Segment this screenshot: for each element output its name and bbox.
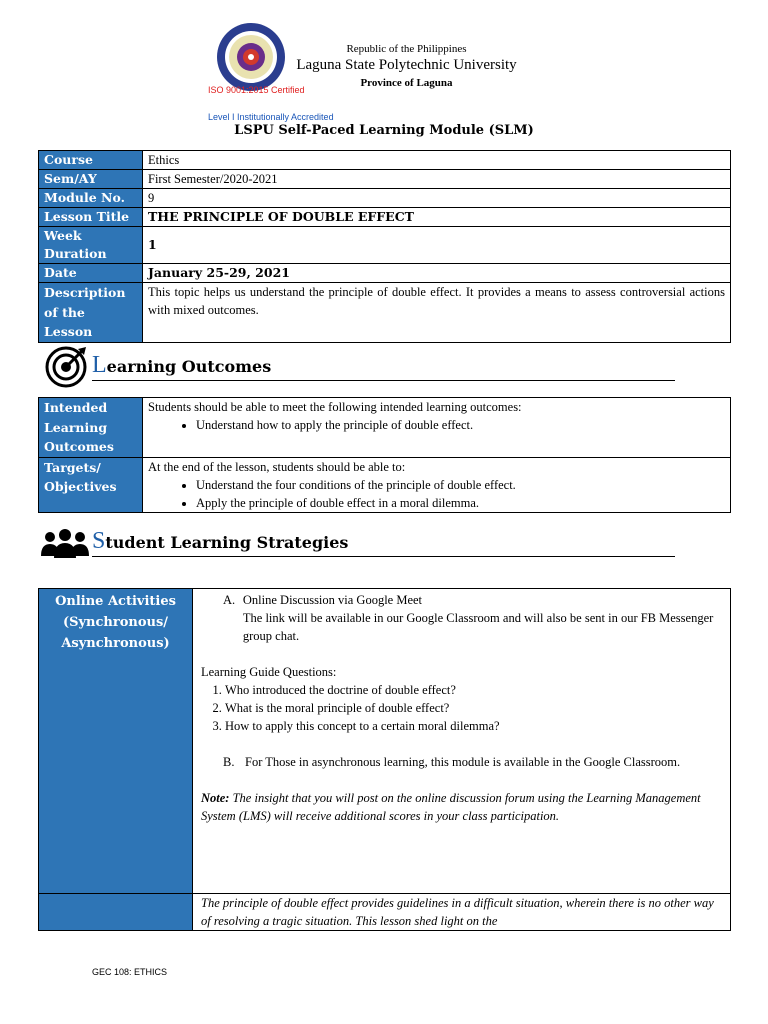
lesson-title-value: THE PRINCIPLE OF DOUBLE EFFECT <box>143 208 731 227</box>
iso-certification: ISO 9001:2015 Certified <box>208 85 305 95</box>
list-item: • Understand the four conditions of the principle of double effect. <box>196 476 725 494</box>
table-row <box>39 894 731 931</box>
week-duration-label: Week Duration <box>39 227 143 264</box>
note-text: The insight that you will post on the online discussion forum using the Learning Management System (LMS) will receive additional scores in your class participation. <box>201 791 701 823</box>
guide-title: Learning Guide Questions: <box>201 665 337 679</box>
intended-outcomes-cell <box>143 398 731 458</box>
strategies-heading: Student Learning Strategies <box>92 528 349 554</box>
date-value: January 25-29, 2021 <box>143 264 731 283</box>
description-label: Description of the Lesson <box>39 283 143 343</box>
learning-outcomes-rule <box>92 380 675 381</box>
course-value: Ethics <box>143 151 731 170</box>
intended-intro: Students should be able to meet the following intended learning outcomes: <box>148 400 522 414</box>
date-label: Date <box>39 264 143 283</box>
course-label: Course <box>39 151 143 170</box>
targets-list <box>148 476 725 512</box>
table-row <box>39 589 731 894</box>
learning-outcomes-table <box>38 397 731 513</box>
item-b-marker: B. <box>223 755 235 769</box>
list-item: • Apply the principle of double effect in a moral dilemma. <box>196 494 725 512</box>
week-duration-value: 1 <box>143 227 731 264</box>
province-text: Province of Laguna <box>360 77 453 89</box>
accreditation-text: Level I Institutionally Accredited <box>208 112 334 122</box>
table-row <box>39 208 731 227</box>
list-item: 1. Who introduced the doctrine of double effect? <box>225 681 722 699</box>
targets-intro: At the end of the lesson, students should be able to: <box>148 459 406 474</box>
item-b <box>201 753 722 771</box>
list-item: 2. What is the moral principle of double effect? <box>225 699 722 717</box>
item-a-title: Online Discussion via Google Meet <box>242 593 423 607</box>
group-people-icon <box>40 528 90 558</box>
description-value: This topic helps us understand the principle of double effect. It provides a means to assess controversial actions with mixed outcomes. <box>143 283 731 343</box>
strategies-table <box>38 588 731 931</box>
intended-outcomes-label: Intended Learning Outcomes <box>39 398 143 458</box>
table-row <box>39 264 731 283</box>
table-row <box>39 189 731 208</box>
item-a <box>201 591 722 645</box>
lesson-title-label: Lesson Title <box>39 208 143 227</box>
targets-label: Targets/ Objectives <box>39 457 143 512</box>
intended-list <box>148 416 725 434</box>
university-name: Laguna State Polytechnic University <box>296 57 517 73</box>
table-row <box>39 151 731 170</box>
list-item: 3. How to apply this concept to a certain moral dilemma? <box>225 717 722 735</box>
table-row <box>39 283 731 343</box>
footer-course-code: GEC 108: ETHICS <box>92 967 168 977</box>
online-activities-label: Online Activities (Synchronous/ Asynchronous) <box>39 589 193 894</box>
module-no-label: Module No. <box>39 189 143 208</box>
target-icon <box>44 345 88 389</box>
republic-text: Republic of the Philippines <box>346 43 467 55</box>
course-info-table <box>38 150 731 343</box>
table-row <box>39 398 731 458</box>
sem-label: Sem/AY <box>39 170 143 189</box>
module-title: LSPU Self-Paced Learning Module (SLM) <box>234 123 534 138</box>
table-row <box>39 457 731 512</box>
empty-label-cell <box>39 894 193 931</box>
online-activities-cell <box>193 589 731 894</box>
module-no-value: 9 <box>143 189 731 208</box>
item-a-marker: A. <box>223 593 236 607</box>
targets-cell <box>143 457 731 512</box>
item-b-text: For Those in asynchronous learning, this module is available in the Google Classroom. <box>245 755 681 769</box>
item-a-text: The link will be available in our Google Classroom and will also be sent in our FB Messenger group chat. <box>242 611 714 643</box>
strategies-rule <box>92 556 675 557</box>
table-row <box>39 170 731 189</box>
list-item: • Understand how to apply the principle of double effect. <box>196 416 725 434</box>
note-paragraph <box>201 789 722 825</box>
learning-outcomes-heading: Learning Outcomes <box>92 352 272 378</box>
sem-value: First Semester/2020-2021 <box>143 170 731 189</box>
guide-questions-list <box>201 681 722 735</box>
summary-text: The principle of double effect provides guidelines in a difficult situation, wherein there is no other way of resolving a tragic situation. This lesson shed light on the <box>193 894 731 931</box>
note-label: Note: <box>201 791 230 805</box>
table-row <box>39 227 731 264</box>
